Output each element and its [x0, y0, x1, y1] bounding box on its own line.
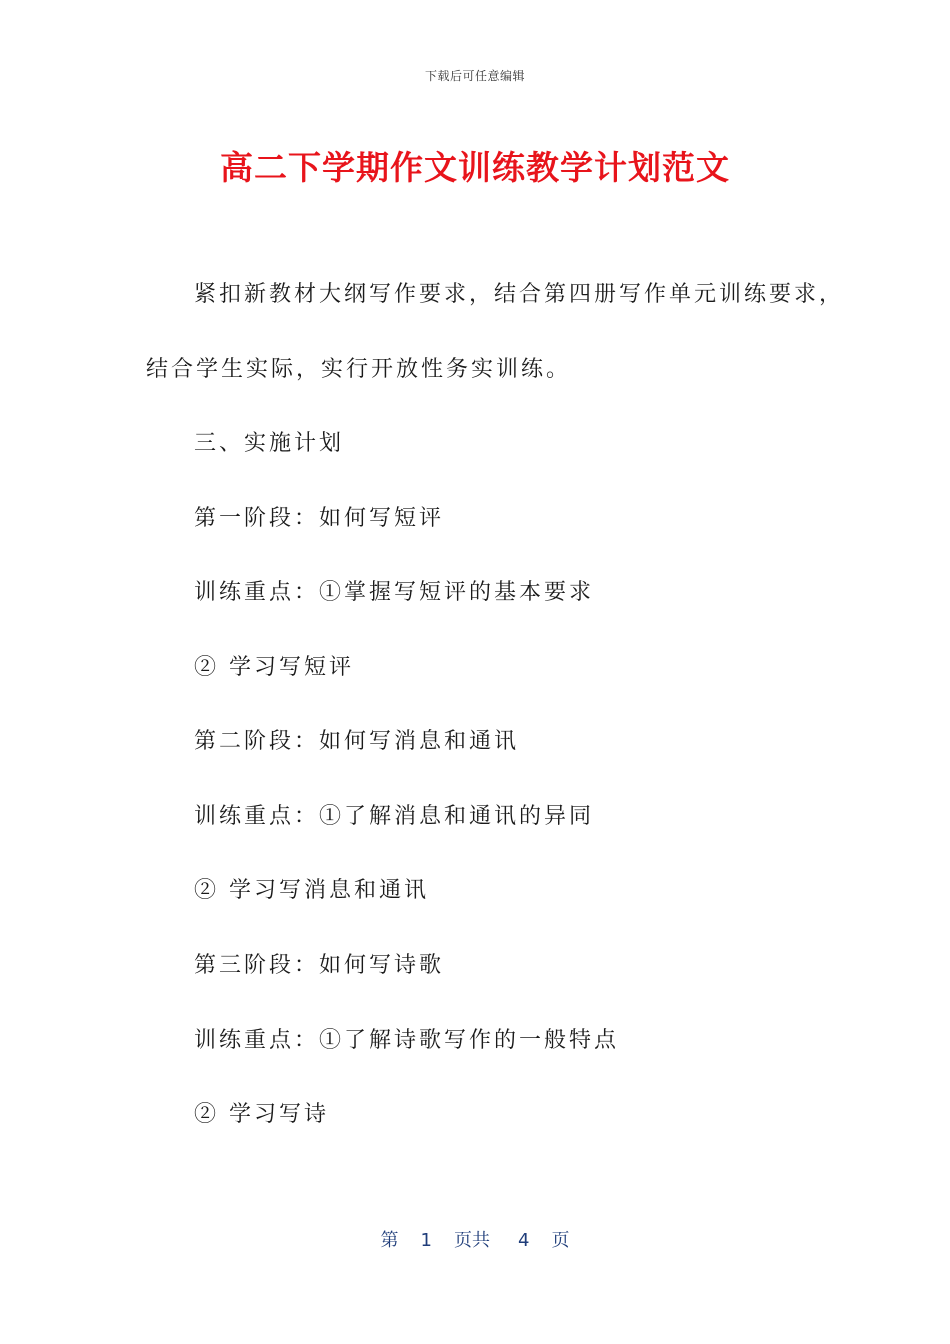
page-prefix: 第 — [380, 1230, 399, 1251]
stage-2-focus: 训练重点：①了解消息和通讯的异同 — [194, 804, 595, 829]
page-number: 1 — [420, 1230, 432, 1251]
stage-2-focus-item-2: ② 学习写消息和通讯 — [194, 878, 429, 903]
page-mid: 页共 — [454, 1230, 490, 1251]
stage-2-heading: 第二阶段：如何写消息和通讯 — [194, 729, 520, 754]
stage-3-heading: 第三阶段：如何写诗歌 — [194, 953, 445, 978]
header-note: 下载后可任意编辑 — [424, 69, 525, 83]
stage-3-focus: 训练重点：①了解诗歌写作的一般特点 — [194, 1028, 620, 1053]
total-pages: 4 — [518, 1230, 530, 1251]
paragraph-1-continued: 结合学生实际，实行开放性务实训练。 — [146, 357, 572, 382]
page-footer — [0, 1226, 950, 1252]
document-title: 高二下学期作文训练教学计划范文 — [220, 148, 730, 187]
stage-1-focus: 训练重点：①掌握写短评的基本要求 — [194, 580, 595, 605]
section-heading-implementation: 三、实施计划 — [194, 431, 345, 456]
page-suffix: 页 — [551, 1230, 570, 1251]
stage-3-focus-item-2: ② 学习写诗 — [194, 1102, 329, 1127]
stage-1-focus-item-2: ② 学习写短评 — [194, 655, 354, 680]
stage-1-heading: 第一阶段：如何写短评 — [194, 506, 445, 531]
paragraph-1: 紧扣新教材大纲写作要求，结合第四册写作单元训练要求， — [194, 282, 845, 307]
